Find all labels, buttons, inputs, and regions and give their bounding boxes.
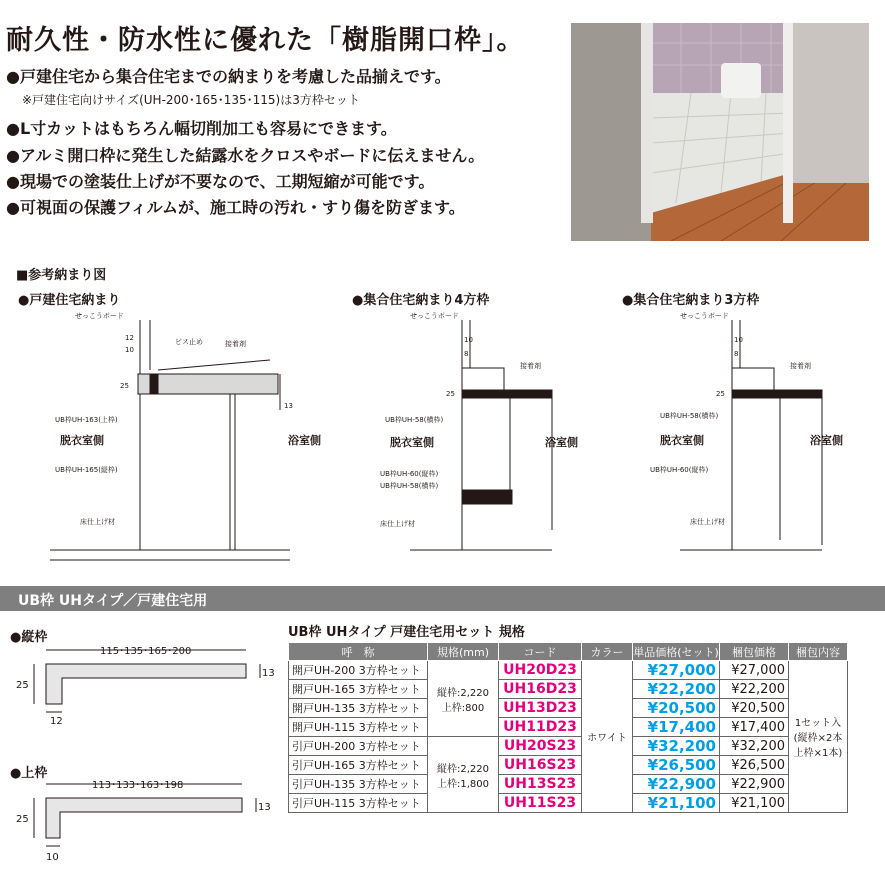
- diagram-detached-house: [40, 300, 340, 570]
- dim-25: 25: [716, 390, 725, 398]
- header-color: カラー: [582, 643, 633, 661]
- label-frame-side: UB枠UH-60(縦枠): [380, 470, 439, 478]
- dim-10: 10: [734, 336, 743, 344]
- dim-10: 10: [464, 336, 473, 344]
- dim-width: 113･133･163･198: [92, 780, 184, 791]
- diagram-3sided: [640, 300, 870, 570]
- headline: 耐久性・防水性に優れた「樹脂開口枠」。: [6, 25, 525, 56]
- dim-13: 13: [284, 402, 293, 410]
- label-board: せっこうボード: [410, 312, 459, 320]
- dim-25: 25: [16, 680, 29, 691]
- profile-vertical-title: ●縦枠: [10, 630, 48, 645]
- profile-vertical: [10, 642, 275, 727]
- table-row: 開戸UH-115 3方枠セット UH11D23 ¥17,400 ¥17,400: [289, 718, 848, 737]
- feature-1: ●戸建住宅から集合住宅までの納まりを考慮した品揃えです。: [6, 67, 451, 86]
- feature-note: ※戸建住宅向けサイズ(UH-200･165･135･115)は3方枠セット: [22, 93, 360, 107]
- table-row: 開戸UH-200 3方枠セット 縦枠:2,220 上枠:800 UH20D23 ホワイト ¥27,000 ¥27,000 1セット入 (縦枠×2本 上枠×1本): [289, 661, 848, 680]
- color-cell: ホワイト: [582, 661, 633, 813]
- label-left-room: 脱衣室側: [60, 434, 104, 447]
- table-row: 引戸UH-135 3方枠セット UH13S23 ¥22,900 ¥22,900: [289, 775, 848, 794]
- dim-12: 12: [50, 716, 63, 727]
- label-frame-side: UB枠UH-60(縦枠): [650, 466, 709, 474]
- profile-top: [10, 778, 275, 863]
- dim-25: 25: [120, 382, 129, 390]
- label-frame-top: UB枠UH-163(上枠): [55, 416, 118, 424]
- label-adhesive: 接着剤: [225, 340, 246, 348]
- feature-3: ●アルミ開口枠に発生した結露水をクロスやボードに伝えません。: [6, 146, 485, 165]
- header-code: コード: [499, 643, 582, 661]
- diagram-title-3sided: ●集合住宅納まり3方枠: [622, 293, 760, 308]
- label-left-room: 脱衣室側: [390, 436, 434, 449]
- table-row: 引戸UH-115 3方枠セット UH11S23 ¥21,100 ¥21,100: [289, 794, 848, 813]
- label-adhesive: 接着剤: [520, 362, 541, 370]
- table-row: 引戸UH-165 3方枠セット UH16S23 ¥26,500 ¥26,500: [289, 756, 848, 775]
- header-unit-price: 単品価格(セット): [633, 643, 720, 661]
- header-pack-price: 梱包価格: [720, 643, 789, 661]
- diagram-title-detached: ●戸建住宅納まり: [18, 293, 121, 308]
- header-name: 呼 称: [289, 643, 428, 661]
- pack-content: 1セット入 (縦枠×2本 上枠×1本): [789, 661, 848, 813]
- banner-text: UB枠 UHタイプ／戸建住宅用: [18, 593, 208, 609]
- dim-25: 25: [446, 390, 455, 398]
- label-frame-side: UB枠UH-165(縦枠): [55, 466, 118, 474]
- label-screw: ビス止め: [175, 338, 203, 346]
- profile-top-title: ●上枠: [10, 766, 48, 781]
- feature-5: ●可視面の保護フィルムが、施工時の汚れ・すり傷を防ぎます。: [6, 198, 465, 217]
- label-board: せっこうボード: [75, 312, 124, 320]
- label-frame-bottom: UB枠UH-58(横枠): [380, 482, 439, 490]
- table-row: 開戸UH-135 3方枠セット UH13D23 ¥20,500 ¥20,500: [289, 699, 848, 718]
- diagram-title-4sided: ●集合住宅納まり4方枠: [352, 293, 490, 308]
- dim-8: 8: [464, 350, 469, 358]
- dim-10: 10: [125, 346, 134, 354]
- dim-12: 12: [125, 334, 134, 342]
- header-size: 規格(mm): [428, 643, 499, 661]
- spec-table: [288, 642, 848, 813]
- label-floor: 床仕上げ材: [380, 520, 415, 528]
- label-floor: 床仕上げ材: [690, 518, 725, 526]
- label-right-room: 浴室側: [545, 436, 578, 449]
- label-board: せっこうボード: [680, 312, 729, 320]
- dim-8: 8: [734, 350, 739, 358]
- label-floor: 床仕上げ材: [80, 518, 115, 526]
- dim-13: 13: [258, 802, 271, 813]
- dim-13: 13: [262, 668, 275, 679]
- label-right-room: 浴室側: [810, 434, 843, 447]
- label-adhesive: 接着剤: [790, 362, 811, 370]
- label-frame-top: UB枠UH-58(横枠): [660, 412, 719, 420]
- diagram-4sided: [370, 300, 600, 570]
- header-pack-content: 梱包内容: [789, 643, 848, 661]
- feature-2: ●L寸カットはもちろん幅切削加工も容易にできます。: [6, 119, 397, 138]
- label-right-room: 浴室側: [288, 434, 321, 447]
- spec-title: UB枠 UHタイプ 戸建住宅用セット 規格: [288, 625, 525, 640]
- size-door: 縦枠:2,220 上枠:800: [428, 661, 499, 737]
- table-row: 開戸UH-165 3方枠セット UH16D23 ¥22,200 ¥22,200: [289, 680, 848, 699]
- bathroom-photo: [571, 23, 869, 241]
- size-slide: 縦枠:2,220 上枠:1,800: [428, 737, 499, 813]
- dim-10: 10: [46, 852, 59, 863]
- reference-title: ■参考納まり図: [16, 268, 107, 283]
- label-left-room: 脱衣室側: [660, 434, 704, 447]
- table-row: 引戸UH-200 3方枠セット 縦枠:2,220 上枠:1,800 UH20S23 ¥32,200 ¥32,200: [289, 737, 848, 756]
- feature-4: ●現場での塗装仕上げが不要なので、工期短縮が可能です。: [6, 172, 435, 191]
- dim-width: 115･135･165･200: [100, 646, 192, 657]
- dim-25: 25: [16, 814, 29, 825]
- label-frame-top: UB枠UH-58(横枠): [385, 416, 444, 424]
